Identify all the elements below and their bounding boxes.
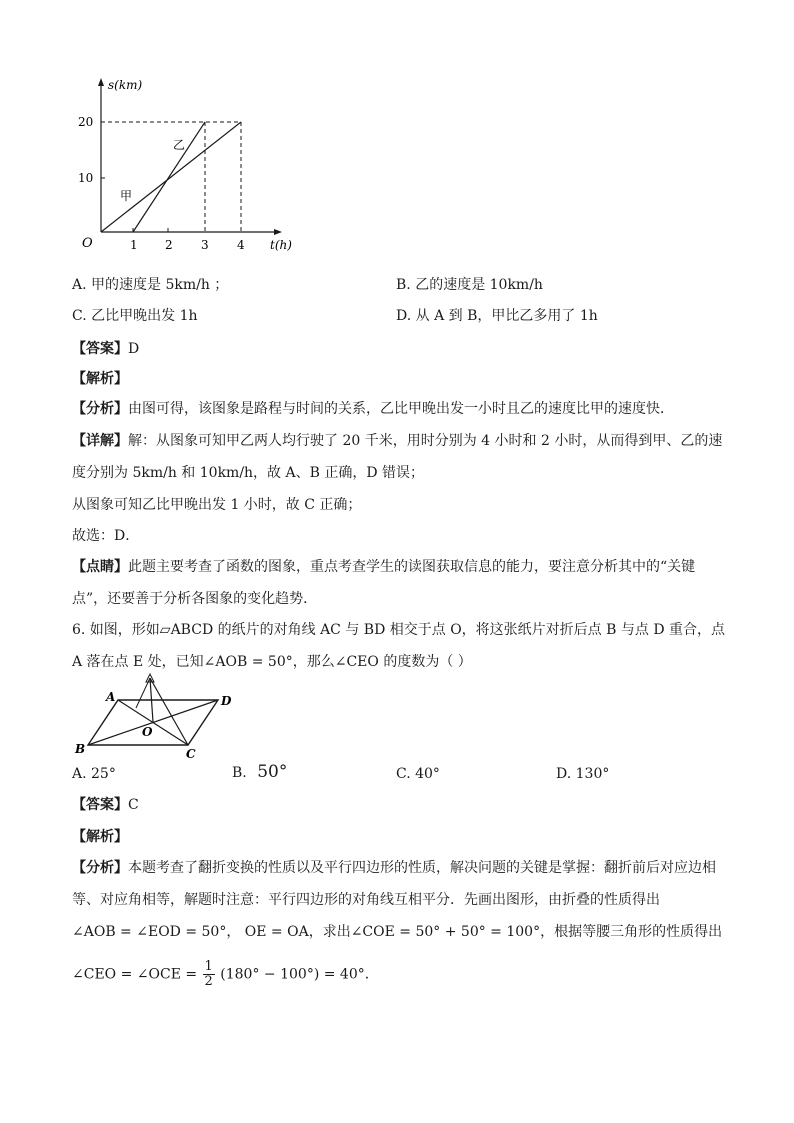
analysis-tag: 【解析】 [72, 371, 128, 387]
q6-fenxi-1 [72, 858, 716, 878]
q5-option-c: C. 乙比甲晚出发 1h [72, 308, 198, 324]
x-tick-1: 1 [130, 238, 138, 252]
q6-fenxi-3: ∠AOB = ∠EOD = 50°， OE = OA，求出∠COE = 50° + 50° = 100°，根据等腰三角形的性质得出 [72, 924, 723, 940]
fenxi-text: 由图可得，该图象是路程与时间的关系，乙比甲晚出发一小时且乙的速度比甲的速度快． [128, 401, 674, 417]
xiangjie-text-1: 解：从图象可知甲乙两人均行驶了 20 千米，用时分别为 4 小时和 2 小时，从而得到甲、乙的速 [128, 433, 723, 449]
label-c: C [186, 747, 196, 761]
x-axis-label: t(h) [270, 238, 292, 252]
fenxi-4-post: (180° − 100°) = 40°． [220, 966, 379, 983]
q6-option-a: A. 25° [72, 766, 116, 782]
q5-dianjing-1 [72, 557, 695, 577]
answer-tag: 【答案】 [72, 797, 128, 813]
analysis-tag: 【解析】 [72, 829, 128, 845]
q6-fenxi-2: 等、对应角相等，解题时注意：平行四边形的对角线互相平分．先画出图形，由折叠的性质得出 [72, 892, 660, 908]
y-axis-label: s(km) [108, 78, 143, 92]
answer-value: D [128, 341, 140, 357]
q6-stem-2: A 落在点 E 处，已知∠AOB = 50°，那么∠CEO 的度数为（ ） [72, 654, 472, 670]
line-yi [133, 122, 205, 232]
label-b: B [75, 742, 86, 756]
x-tick-2: 2 [165, 238, 173, 252]
q5-xiangjie-2: 度分别为 5km/h 和 10km/h，故 A、B 正确，D 错误； [72, 465, 425, 481]
series-label-jia: 甲 [120, 189, 133, 203]
x-tick-3: 3 [201, 238, 209, 252]
q5-xiangjie-4: 故选：D． [72, 528, 140, 544]
fenxi-4-pre: ∠CEO = ∠OCE = [72, 966, 198, 983]
series-label-yi: 乙 [173, 138, 186, 152]
answer-tag: 【答案】 [72, 341, 128, 357]
fold-edge [136, 678, 150, 708]
q6-option-b-value: 50° [257, 762, 288, 782]
y-tick-20: 20 [78, 115, 94, 129]
q6-option-b [232, 762, 287, 783]
label-o: O [142, 725, 153, 739]
q5-option-b: B. 乙的速度是 10km/h [396, 277, 543, 293]
fold-line-ce [150, 678, 188, 745]
q5-option-d: D. 从 A 到 B，甲比乙多用了 1h [396, 308, 598, 324]
diagonal-bd [88, 700, 218, 745]
q5-xiangjie-3: 从图象可知乙比甲晚出发 1 小时，故 C 正确； [72, 497, 362, 513]
dianjing-text-1: 此题主要考查了函数的图象，重点考查学生的读图获取信息的能力，要注意分析其中的“关键 [128, 559, 696, 575]
q5-dianjing-2: 点”，还要善于分析各图象的变化趋势． [72, 591, 318, 607]
line-jia [101, 122, 241, 232]
q5-analysis-heading [72, 369, 128, 389]
fraction-numerator: 1 [204, 959, 213, 974]
q6-option-b-prefix: B. [232, 765, 247, 781]
q5-fenxi [72, 399, 674, 419]
q6-stem-1: 6. 如图，形如▱ABCD 的纸片的对角线 AC 与 BD 相交于点 O，将这张纸片对折后点 B 与点 D 重合，点 [72, 622, 725, 638]
fenxi-tag: 【分析】 [72, 860, 128, 876]
x-tick-4: 4 [237, 238, 245, 252]
y-axis-arrow [98, 78, 104, 86]
q6-answer [72, 795, 139, 815]
fraction-denominator: 2 [204, 974, 213, 989]
label-a: A [106, 690, 116, 704]
q6-option-d: D. 130° [556, 766, 610, 782]
y-tick-10: 10 [78, 171, 94, 185]
q5-option-a: A. 甲的速度是 5km/h ； [72, 277, 229, 293]
q6-fenxi-4 [72, 960, 379, 989]
parallelogram-figure [70, 670, 240, 762]
answer-value: C [128, 797, 139, 813]
q5-xiangjie-1 [72, 431, 722, 451]
distance-time-graph [70, 72, 300, 257]
origin-label: O [82, 236, 93, 251]
q6-analysis-heading [72, 827, 128, 847]
x-axis-arrow [274, 229, 282, 235]
dianjing-tag: 【点睛】 [72, 559, 128, 575]
q5-answer [72, 339, 139, 359]
fenxi-tag: 【分析】 [72, 401, 128, 417]
xiangjie-tag: 【详解】 [72, 433, 128, 449]
fenxi-text-1: 本题考查了翻折变换的性质以及平行四边形的性质，解决问题的关键是掌握：翻折前后对应边相 [128, 860, 716, 876]
label-d: D [221, 694, 232, 708]
q6-option-c: C. 40° [396, 766, 440, 782]
fraction-one-half [203, 960, 215, 989]
